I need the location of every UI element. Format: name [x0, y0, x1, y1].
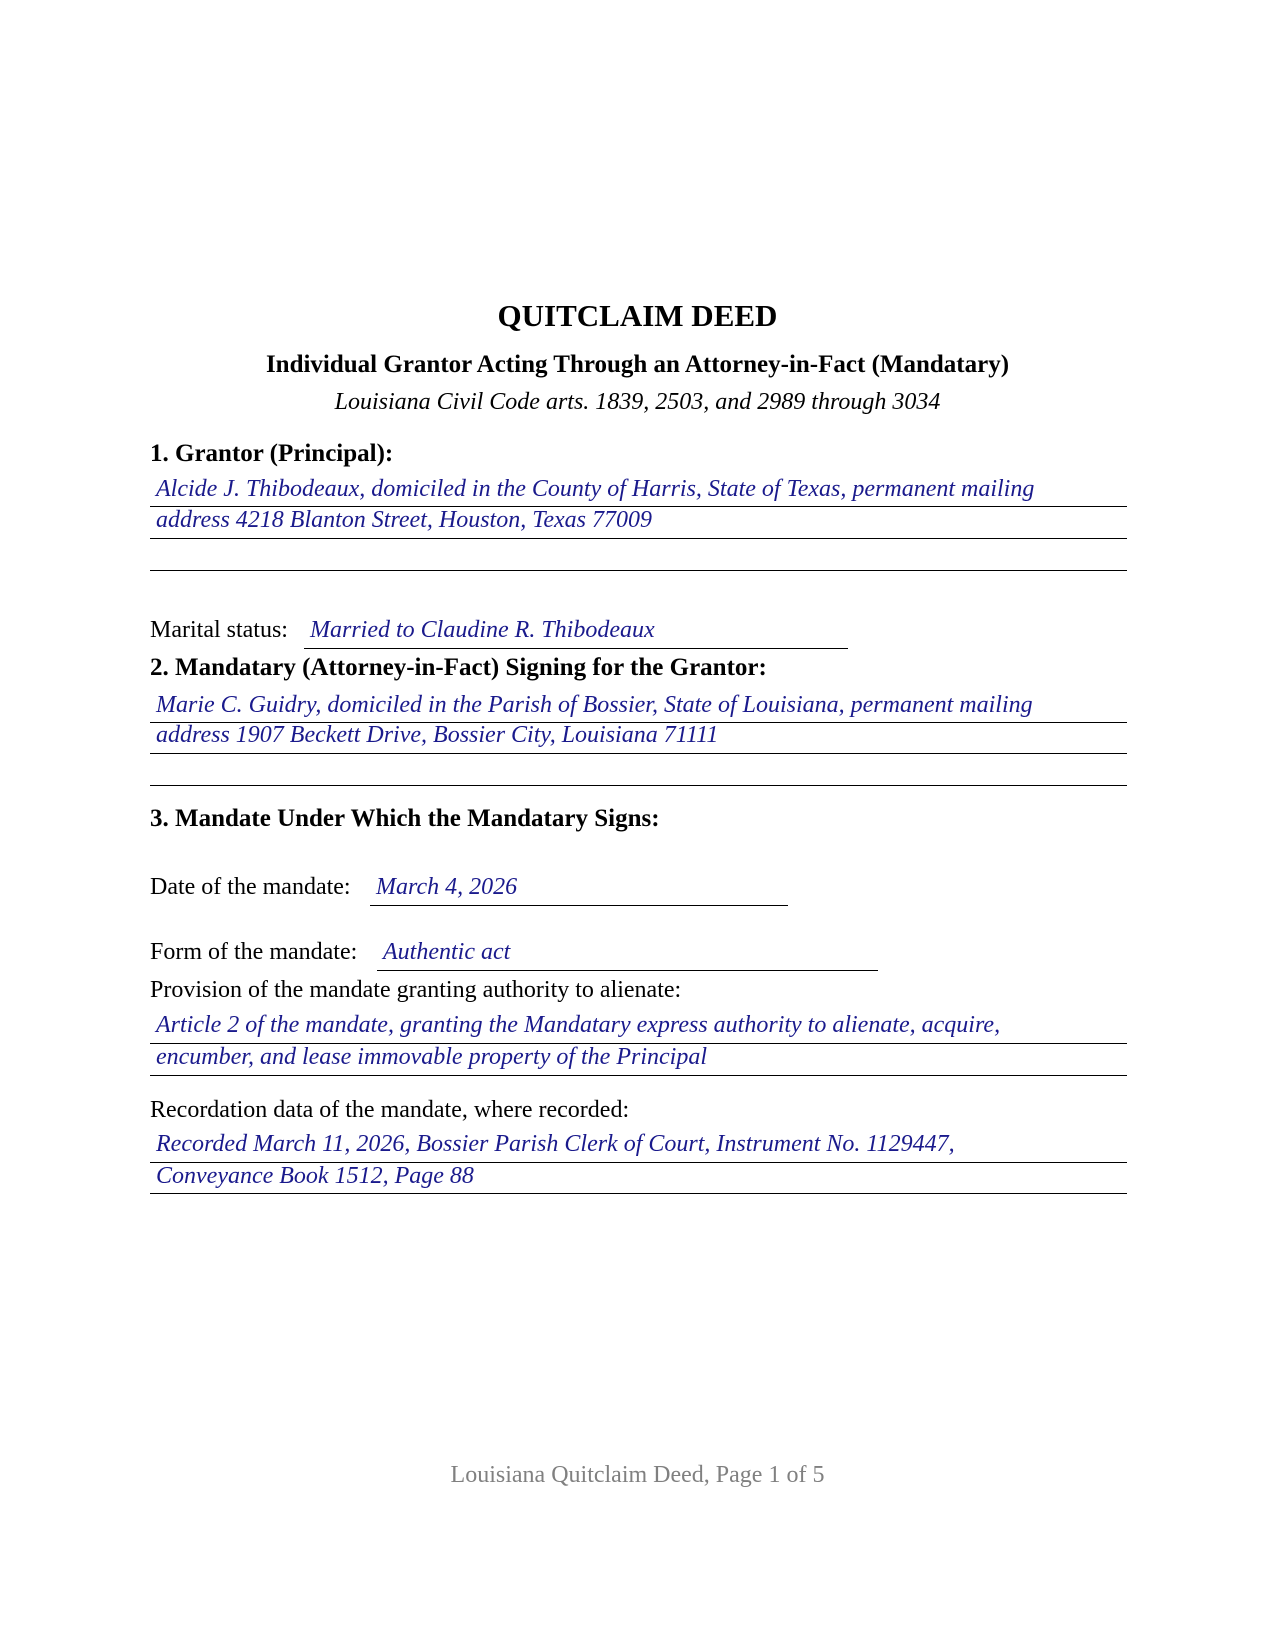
mandatary-line-2[interactable]: address 1907 Beckett Drive, Bossier City, Louisiana 71111: [156, 722, 719, 748]
marital-status-underline: [304, 648, 848, 649]
grantor-line-1[interactable]: Alcide J. Thibodeaux, domiciled in the County of Harris, State of Texas, permanent mailing: [156, 476, 1035, 502]
mandatary-underline-2: [150, 753, 1127, 754]
marital-status-label: Marital status:: [150, 617, 288, 643]
mandate-provision-underline-2: [150, 1075, 1127, 1076]
section-heading-mandate: 3. Mandate Under Which the Mandatary Signs:: [150, 805, 660, 832]
page-footer: Louisiana Quitclaim Deed, Page 1 of 5: [450, 1462, 825, 1488]
mandate-form-label: Form of the mandate:: [150, 939, 358, 965]
document-subtitle: Individual Grantor Acting Through an Attorney-in-Fact (Mandatary): [265, 351, 1010, 378]
mandate-date-label: Date of the mandate:: [150, 874, 351, 900]
mandate-date-value[interactable]: March 4, 2026: [376, 874, 518, 900]
mandate-form-underline: [377, 970, 878, 971]
mandate-recordation-line-1[interactable]: Recorded March 11, 2026, Bossier Parish Clerk of Court, Instrument No. 1129447,: [156, 1131, 955, 1157]
section-heading-grantor: 1. Grantor (Principal):: [150, 440, 394, 467]
mandate-date-underline: [370, 905, 788, 906]
mandate-recordation-label: Recordation data of the mandate, where recorded:: [150, 1097, 630, 1123]
section-heading-mandatary: 2. Mandatary (Attorney-in-Fact) Signing for the Grantor:: [150, 654, 767, 681]
document-citation: Louisiana Civil Code arts. 1839, 2503, and 2989 through 3034: [334, 389, 941, 415]
mandate-recordation-underline-2: [150, 1193, 1127, 1194]
mandatary-line-1[interactable]: Marie C. Guidry, domiciled in the Parish of Bossier, State of Louisiana, permanent mailing: [156, 692, 1033, 718]
grantor-line-2[interactable]: address 4218 Blanton Street, Houston, Texas 77009: [156, 507, 652, 533]
marital-status-value[interactable]: Married to Claudine R. Thibodeaux: [310, 617, 655, 643]
grantor-underline-2: [150, 538, 1127, 539]
grantor-underline-3: [150, 570, 1127, 571]
document-title: QUITCLAIM DEED: [497, 298, 778, 333]
mandate-provision-line-1[interactable]: Article 2 of the mandate, granting the Mandatary express authority to alienate, acquire,: [156, 1012, 1001, 1038]
mandate-provision-label: Provision of the mandate granting authority to alienate:: [150, 977, 682, 1003]
mandatary-underline-3: [150, 785, 1127, 786]
mandate-provision-line-2[interactable]: encumber, and lease immovable property of the Principal: [156, 1044, 707, 1070]
mandate-recordation-line-2[interactable]: Conveyance Book 1512, Page 88: [156, 1163, 474, 1189]
mandate-form-value[interactable]: Authentic act: [383, 939, 511, 965]
